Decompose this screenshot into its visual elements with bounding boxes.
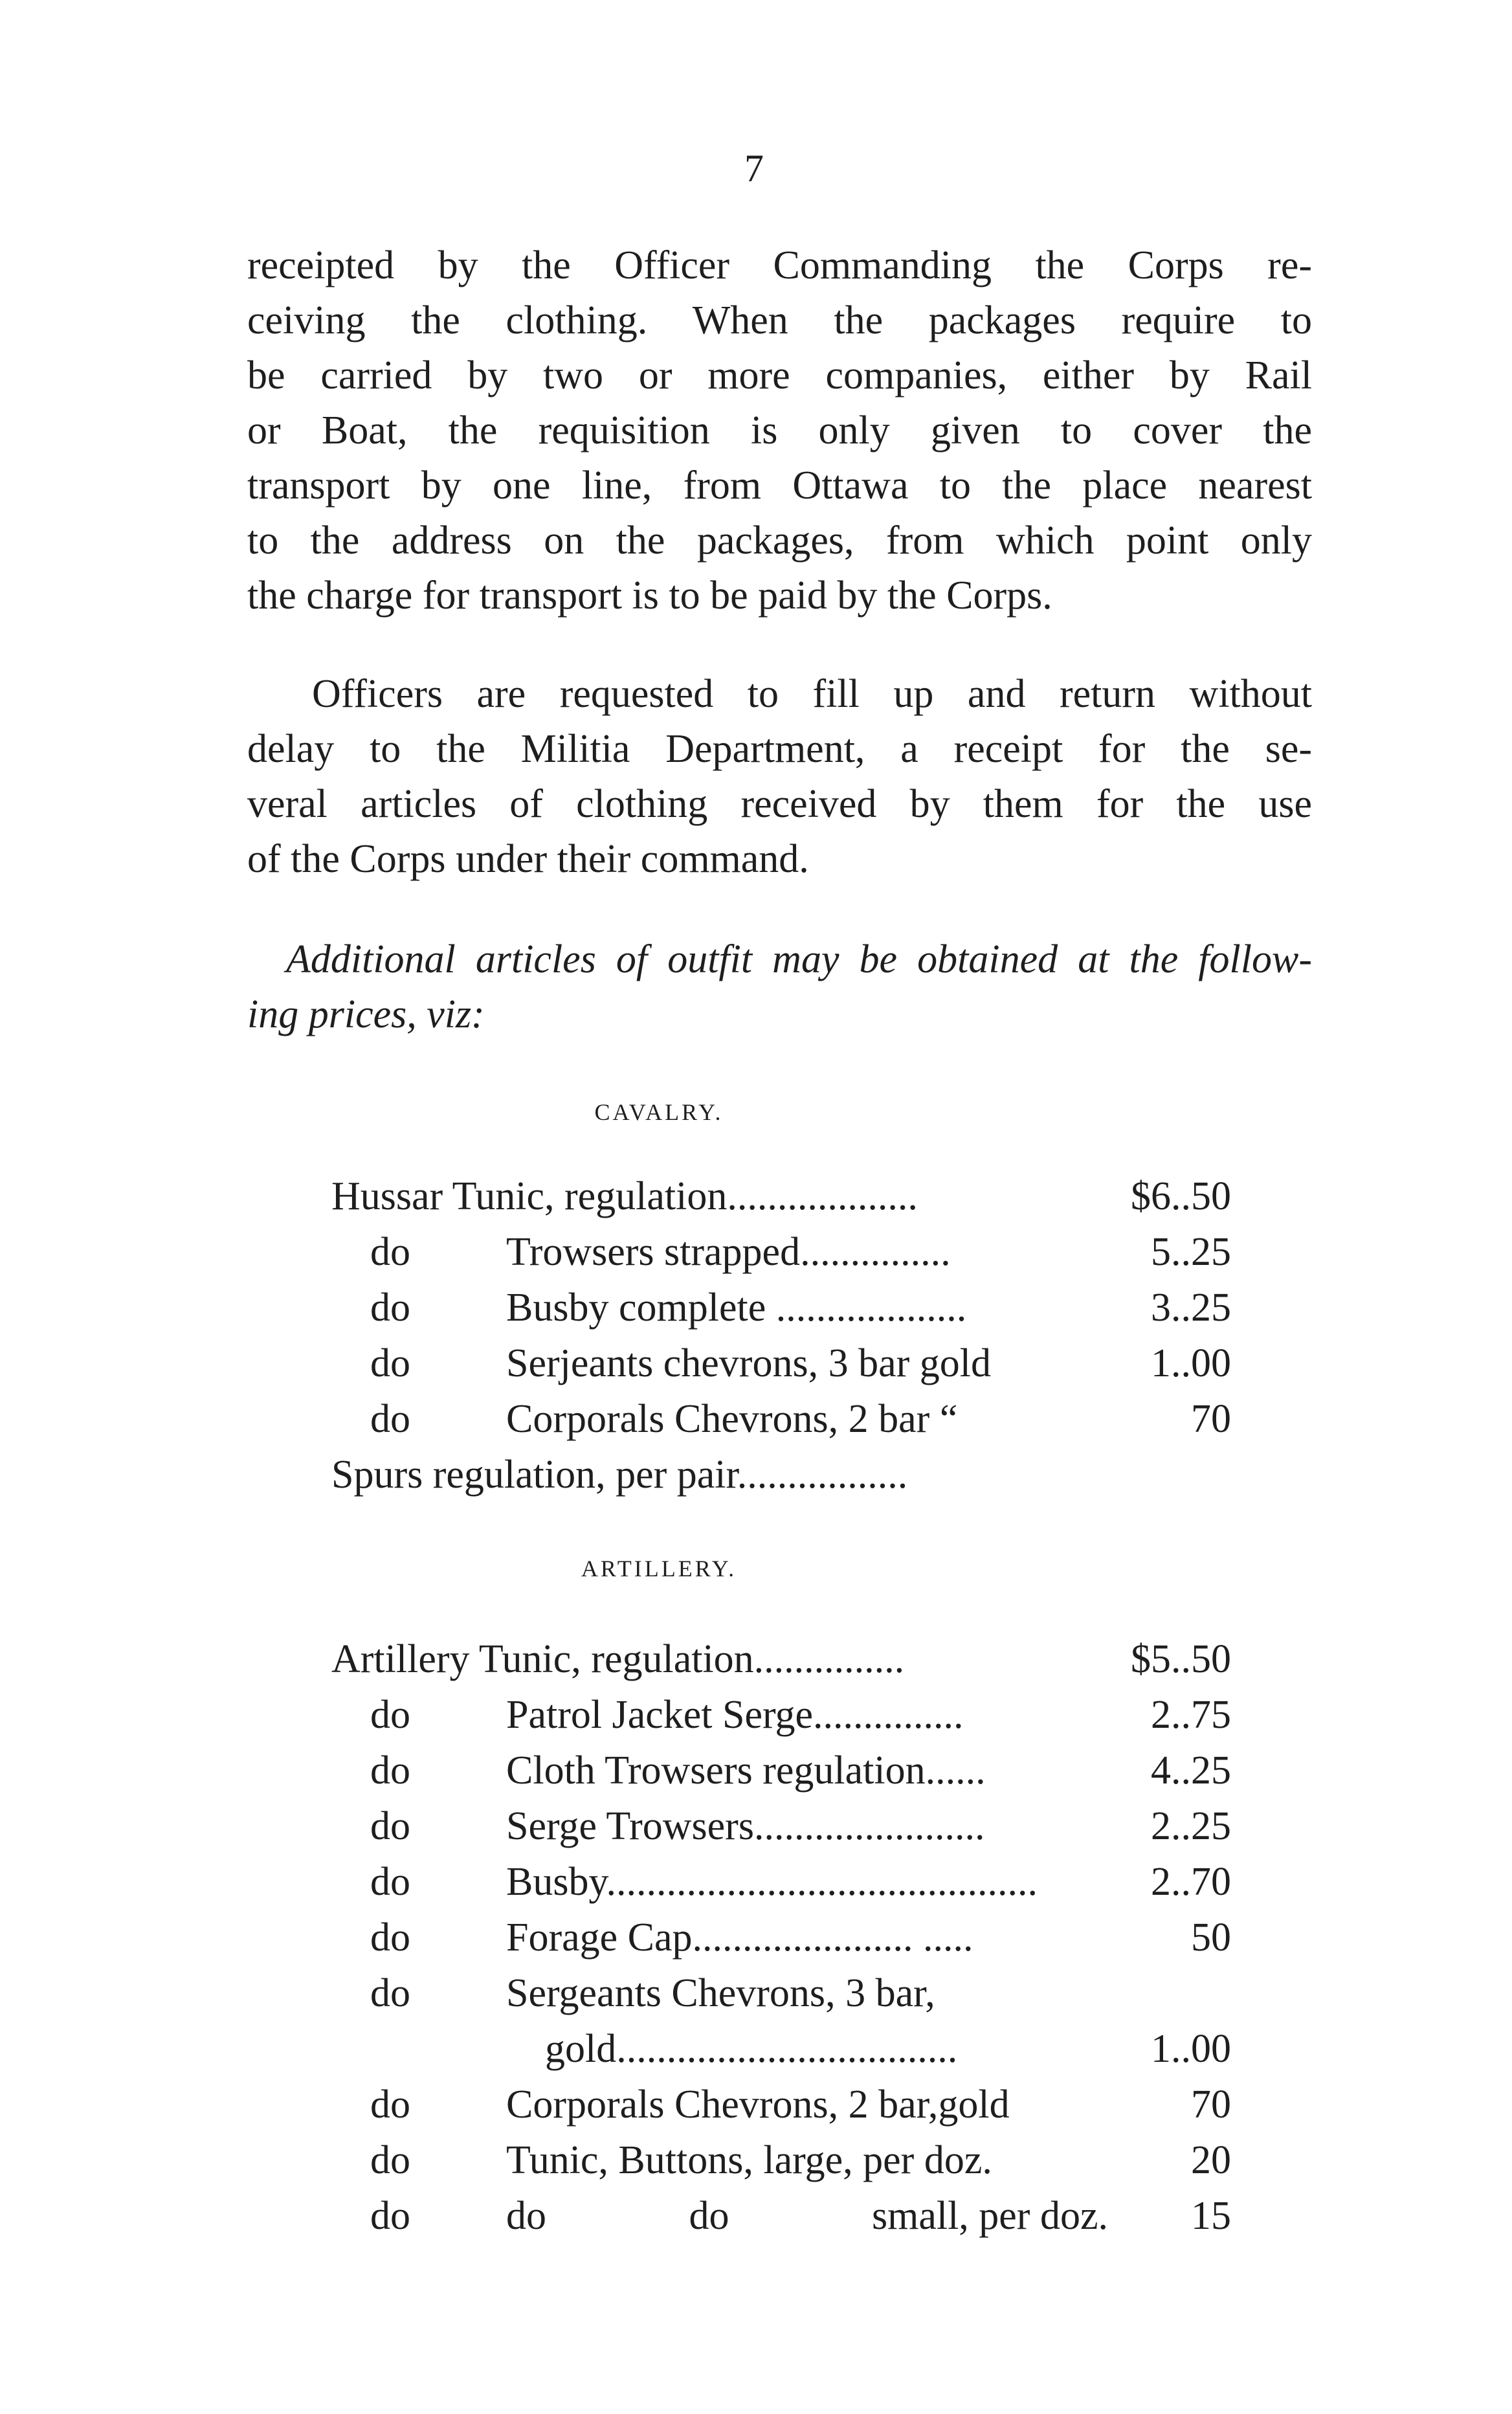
- item-price: 2..75: [1151, 1693, 1231, 1737]
- paragraph-additional-articles: [247, 932, 1312, 1042]
- text-line: Additional articles of outfit may be obtained at the follow-: [286, 937, 1312, 981]
- item-name: gold..................................: [545, 2027, 958, 2071]
- item-name: Spurs regulation, per pair.................: [331, 1453, 908, 1497]
- item-name: Serge Trowsers.......................: [506, 1804, 985, 1848]
- item-price: 70: [1191, 2083, 1231, 2127]
- item-price: 20: [1191, 2138, 1231, 2182]
- item-name: Patrol Jacket Serge...............: [506, 1693, 964, 1737]
- ditto-mark: do: [370, 1860, 410, 1904]
- text-line: Officers are requested to fill up and return without: [312, 672, 1312, 716]
- price-row: [331, 2132, 1231, 2188]
- item-name: Busby...........................................: [506, 1860, 1038, 1904]
- price-row: [331, 2188, 1231, 2244]
- price-row: [331, 2077, 1231, 2132]
- text-line: to the address on the packages, from which point only: [247, 519, 1312, 563]
- item-name: Tunic, Buttons, large, per doz.: [506, 2138, 992, 2182]
- price-row: [331, 1447, 1231, 1503]
- text-line: of the Corps under their command.: [247, 837, 809, 881]
- item-price: 50: [1191, 1916, 1231, 1960]
- ditto-mark: do: [370, 1971, 410, 2015]
- item-price: 4..25: [1151, 1749, 1231, 1793]
- item-price: $6..50: [1131, 1174, 1231, 1218]
- price-row: [331, 1910, 1231, 1965]
- item-name: Corporals Chevrons, 2 bar “: [506, 1397, 958, 1441]
- item-name: Hussar Tunic, regulation...................: [331, 1174, 918, 1218]
- item-price: $5..50: [1131, 1637, 1231, 1681]
- ditto-mark: do: [370, 1693, 410, 1737]
- page-number: 7: [744, 147, 764, 190]
- ditto-mark: do: [370, 2194, 410, 2238]
- ditto-mark: do: [370, 1341, 410, 1385]
- item-price: 1..00: [1151, 1341, 1231, 1385]
- text-line: or Boat, the requisition is only given to cover the: [247, 408, 1312, 453]
- item-name: Artillery Tunic, regulation...............: [331, 1637, 905, 1681]
- text-line: the charge for transport is to be paid by the Corps.: [247, 574, 1052, 618]
- item-name: Cloth Trowsers regulation......: [506, 1749, 986, 1793]
- item-name: Forage Cap...................... .....: [506, 1916, 973, 1960]
- price-row: [331, 1798, 1231, 1854]
- text-line: receipted by the Officer Commanding the Corps re-: [247, 243, 1312, 287]
- ditto-mark: do: [370, 1749, 410, 1793]
- price-row: [331, 1687, 1231, 1743]
- price-row: [331, 1391, 1231, 1447]
- cavalry-heading: CAVALRY.: [594, 1099, 724, 1125]
- text-line: ceiving the clothing. When the packages require to: [247, 298, 1312, 342]
- item-price: 3..25: [1151, 1286, 1231, 1330]
- item-price: 5..25: [1151, 1230, 1231, 1274]
- price-row: [331, 1743, 1231, 1798]
- item-price: 70: [1191, 1397, 1231, 1441]
- artillery-heading: ARTILLERY.: [581, 1556, 737, 1581]
- item-text: small, per doz.: [871, 2194, 1108, 2238]
- ditto-mark: do: [506, 2194, 546, 2238]
- price-row: [331, 1965, 1231, 2021]
- ditto-mark: do: [689, 2194, 729, 2238]
- item-price: 1..00: [1151, 2027, 1231, 2071]
- price-row: [331, 1854, 1231, 1910]
- item-price: 2..25: [1151, 1804, 1231, 1848]
- price-row: [331, 1224, 1231, 1280]
- ditto-mark: do: [370, 1397, 410, 1441]
- ditto-mark: do: [370, 1286, 410, 1330]
- text-line: ing prices, viz:: [247, 992, 485, 1036]
- price-row: [331, 1168, 1231, 1224]
- ditto-mark: do: [370, 2138, 410, 2182]
- price-row: [331, 1631, 1231, 1687]
- item-name: Sergeants Chevrons, 3 bar,: [506, 1971, 935, 2015]
- paragraph-transport: [247, 238, 1312, 623]
- item-name: Serjeants chevrons, 3 bar gold: [506, 1341, 991, 1385]
- text-line: veral articles of clothing received by them for the use: [247, 782, 1312, 826]
- paragraph-receipt: [247, 667, 1312, 887]
- text-line: be carried by two or more companies, either by Rail: [247, 353, 1312, 397]
- ditto-mark: do: [370, 1804, 410, 1848]
- cavalry-price-list: [331, 1168, 1231, 1503]
- ditto-mark: do: [370, 1230, 410, 1274]
- item-price: 15: [1191, 2194, 1231, 2238]
- text-line: transport by one line, from Ottawa to the place nearest: [247, 464, 1312, 508]
- price-row: [331, 2021, 1231, 2077]
- ditto-mark: do: [370, 1916, 410, 1960]
- item-name: [506, 2188, 1108, 2244]
- item-name: Trowsers strapped...............: [506, 1230, 951, 1274]
- ditto-mark: do: [370, 2083, 410, 2127]
- artillery-price-list: [331, 1631, 1231, 2244]
- item-name: Busby complete ...................: [506, 1286, 967, 1330]
- text-line: delay to the Militia Department, a receipt for the se-: [247, 727, 1312, 771]
- price-row: [331, 1336, 1231, 1391]
- item-price: 2..70: [1151, 1860, 1231, 1904]
- price-row: [331, 1280, 1231, 1336]
- item-name: Corporals Chevrons, 2 bar,gold: [506, 2083, 1010, 2127]
